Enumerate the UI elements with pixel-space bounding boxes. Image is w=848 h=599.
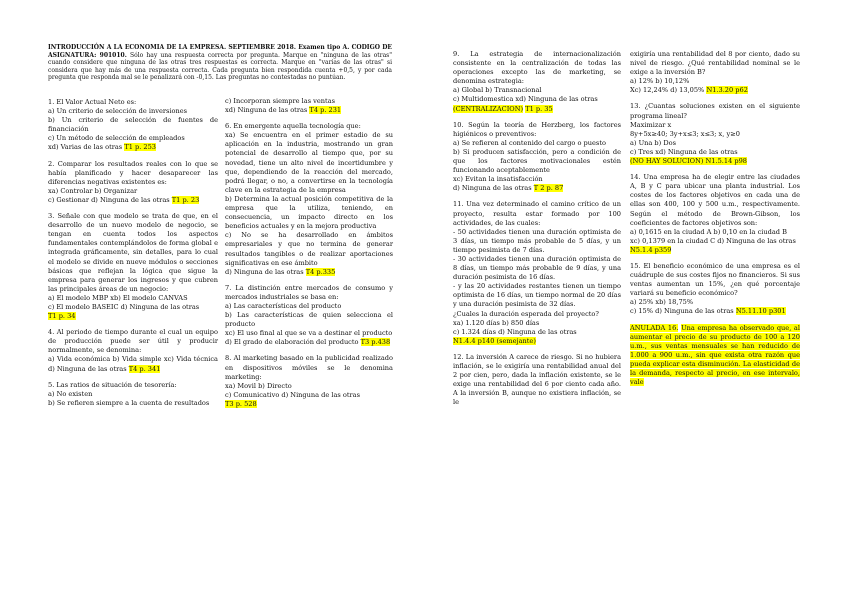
option-ab: xa) Movil b) Directo — [225, 381, 292, 390]
option-ab: xa) 1.120 días b) 850 días — [453, 318, 540, 327]
question-prompt: ¿Cuales la duración esperada del proyecto? — [453, 309, 599, 318]
question-14 — [630, 173, 800, 255]
option-cd: c) Gestionar d) Ninguna de las otras — [48, 195, 170, 204]
question-8 — [225, 354, 393, 409]
option-d: d) El grado de elaboración del producto — [225, 338, 359, 347]
question-5-continued — [225, 97, 393, 115]
option-b: b) Si producen satisfacción, pero a condición de que los factores motivacionales estén funcionando aceptablemente — [453, 147, 621, 175]
option-b: b) Un criterio de selección de fuentes de financiación — [48, 116, 218, 134]
option-c: c) Incorporan siempre las ventas — [225, 97, 336, 105]
activity-line-2: - 30 actividades tienen una duración optimista de 8 días, un tiempo más probable de 9 días, y una duración pesimista de 16 días. — [453, 254, 621, 282]
option-ab: a) 25% xb) 18,75% — [630, 298, 694, 307]
question-11 — [453, 200, 621, 346]
reference-highlight: N5.11.10 p301 — [735, 307, 786, 316]
question-4 — [48, 328, 218, 373]
question-3 — [48, 212, 218, 321]
question-stem: 12. La inversión A carece de riesgo. Si no hubiera inflación, se le exigiría una rentabilidad anual del 2 por cien, pero, dada la inflación existente, se le exige una rentabilidad del 6 por ciento cada año. A la inversión B, aunque no existiera inflación, se le — [453, 352, 621, 407]
option-a: a) No existen — [48, 389, 93, 398]
option-cd: c) Comunicativo d) Ninguna de las otras — [225, 390, 360, 399]
question-13 — [630, 102, 800, 166]
question-9 — [453, 50, 621, 114]
question-stem: 11. Una vez determinado el camino crítico de un proyecto, resulta estar formado por 100 actividades, de las cuales: — [453, 200, 621, 227]
option-d: d) Ninguna de las otras — [453, 184, 532, 193]
question-10 — [453, 121, 621, 194]
column-3 — [453, 50, 621, 414]
option-a: xa) Se encuentra en el primer estadio de su aplicación en la industria, mostrando un gran potencial de desarrollo al tiempo que, por su novedad, tiene un alto nivel de incertidumbre y que, dependiendo de la reacción del mercado, podrá llegar, o no, a convertirse en la tecnología clave en la estrategia de la empresa — [225, 131, 393, 194]
question-12-continued — [630, 50, 800, 95]
option-a: a) Las características del producto — [225, 301, 342, 310]
option-c: xc) El uso final al que se va a destinar el producto — [225, 329, 393, 338]
option-c: xc) Evitan la insatisfacción — [453, 175, 543, 184]
option-b: b) Se refieren siempre a la cuenta de resultados — [48, 398, 210, 407]
question-7 — [225, 284, 393, 348]
option-a: a) Se refieren al contenido del cargo o puesto — [453, 138, 606, 147]
question-stem: 15. El beneficio económico de una empresa es el cuádruple de sus costes fijos no financieros. Si sus ventas aumentan un 15%, ¿en qué porcentaje variará su beneficio económico? — [630, 261, 800, 298]
option-ab: a) 12% b) 10,12% — [630, 77, 690, 86]
option-c: c) Un método de selección de empleados — [48, 134, 185, 143]
question-stem: Una empresa ha observado que, al aumentar el precio de su producto de 100 a 120 u.m., sus ventas mensuales se han reducido de 1.000 a 900 u.m., sin que exista otra razón que pueda explicar esta disminución. La elasticidad de la demanda, respecto al precio, en ese intervalo, vale — [630, 323, 800, 387]
question-stem: 5. Las ratios de situación de tesorería: — [48, 380, 177, 389]
option-b: b) Las características de quien selecciona el producto — [225, 311, 393, 329]
option-cd: c) El modelo BASEIC d) Ninguna de las otras — [48, 302, 200, 311]
question-12 — [453, 353, 621, 408]
objective-line: Maximizar x — [630, 120, 672, 129]
option-b: b) Determina la actual posición competitiva de la empresa que la utiliza, teniendo, en consecuencia, un impacto directo en los beneficios actuales y en la mejora productiva — [225, 194, 393, 231]
reference-highlight: T4 p. 341 — [128, 364, 161, 373]
option-cd: Xc) 12,24% d) 13,05% — [630, 86, 705, 95]
option-cd: c) 15% d) Ninguna de las otras — [630, 307, 734, 316]
question-stem: 4. Al periodo de tiempo durante el cual un equipo de producción puede ser útil y producir normalmente, se denomina: — [48, 328, 218, 355]
column-4 — [630, 50, 800, 394]
question-stem: 1. El Valor Actual Neto es: — [48, 98, 137, 106]
option-ab: xa) Controlar b) Organizar — [48, 186, 138, 195]
option-a: a) Un criterio de selección de inversiones — [48, 107, 188, 116]
question-2 — [48, 160, 218, 205]
option-list: a) Vida económica b) Vida simple xc) Vida técnica d) Ninguna de las otras — [48, 355, 218, 373]
question-stem: exigiría una rentabilidad del 8 por ciento, dado su nivel de riesgo. ¿Qué rentabilidad nominal se le exige a la inversión B? — [630, 50, 800, 77]
option-cd: c) 1.324 días d) Ninguna de las otras — [453, 327, 577, 336]
reference-highlight: T1 p. 253 — [124, 143, 156, 152]
question-stem: 7. La distinción entre mercados de consumo y mercados industriales se basa en: — [225, 283, 393, 301]
reference-highlight: T4 p.335 — [305, 267, 336, 276]
column-2 — [225, 97, 393, 416]
column-1 — [48, 98, 218, 415]
reference-highlight: T3 p.438 — [360, 338, 391, 347]
reference-highlight: T4 p. 231 — [309, 106, 342, 115]
reference-highlight: (CENTRALIZACION) — [453, 104, 524, 113]
reference-highlight: T1 p. 23 — [171, 195, 200, 204]
question-5 — [48, 381, 218, 408]
exam-header — [48, 44, 392, 82]
question-16 — [630, 324, 800, 388]
question-stem: 10. Según la teoría de Herzberg, los factores higiénicos o preventivos: — [453, 120, 621, 138]
reference-highlight: T1 p. 34 — [48, 312, 76, 321]
question-1 — [48, 98, 218, 153]
option-cd: c) Multidomestica xd) Ninguna de las otras — [453, 95, 598, 104]
activity-line-3: - y las 20 actividades restantes tienen un tiempo optimista de 16 días, un tiempo normal de 20 días y una duración pesimista de 32 días. — [453, 282, 621, 309]
question-stem: 6. En emergente aquella tecnología que: — [225, 122, 361, 131]
question-6 — [225, 122, 393, 277]
question-stem: 9. La estrategia de internacionalización consistente en la centralización de todas las operaciones excepto las de marketing, se denomina estrategia: — [453, 50, 621, 86]
question-stem: 13. ¿Cuantas soluciones existen en el siguiente programa lineal? — [630, 102, 800, 120]
question-stem: 3. Señale con que modelo se trata de que, en el desarrollo de un nuevo modelo de negocio, se tengan en cuenta todos los aspectos fundamentales contemplándolos de forma global e integrada gráficamente, sin detalles, para lo cual el modelo se divide en nueve módulos o secciones básicas que reflejan la lógica que sigue la empresa para generar los ingresos y que cubren las principales áreas de un negocio: — [48, 212, 218, 293]
option-ab: a) El modelo MBP xb) El modelo CANVAS — [48, 293, 188, 302]
reference-highlight: N5.1.4 p359 — [630, 245, 672, 254]
reference-highlight: T3 p. 528 — [225, 399, 257, 408]
question-stem: 2. Comparar los resultados reales con lo que se había planificado y hacer desaparecer las diferencias negativas existentes es: — [48, 159, 218, 186]
reference-highlight: N1.4.4 p140 (semejante) — [453, 336, 536, 345]
option-d: xd) Ninguna de las otras — [225, 106, 308, 115]
question-stem: 8. Al marketing basado en la publicidad realizado en dispositivos móviles se le denomina marketing: — [225, 354, 393, 381]
reference-highlight: T1 p. 35 — [525, 104, 553, 113]
option-ab: a) 0,1615 en la ciudad A b) 0,10 en la ciudad B — [630, 227, 787, 236]
reference-highlight: N1.3.20 p62 — [706, 86, 748, 95]
option-ab: a) Global b) Transnacional — [453, 86, 542, 95]
reference-highlight: (NO HAY SOLUCION) N1.5.14 p98 — [630, 157, 747, 166]
reference-highlight: T 2 p. 87 — [533, 184, 564, 193]
constraints-line: 8y+5x≥40; 3y+x≤3; x≤3; x, y≥0 — [630, 129, 740, 138]
exam-title: INTRODUCCIÓN A LA ECONOMIA DE LA EMPRESA. SEPTIEMBRE 2018. Examen tipo A. CODIGO DE ASIGNATURA: 901010. — [48, 44, 392, 59]
option-ab: a) Una b) Dos — [630, 138, 676, 147]
option-cd: xc) 0,1379 en la ciudad C d) Ninguna de las otras — [630, 236, 796, 245]
exam-instructions: Sólo hay una respuesta correcta por pregunta. Marque en "ninguna de las otras" cuando considere que ninguna de las otras tres respuestas es correcta. Marque en "varias de las otras" si considera que hay más de una respuesta correcta. Cada pregunta bien respondida cuenta +0,5, y por cada pregunta que responda mal se le penalizará con -0,15. Las preguntas no contestadas no puntúan. — [48, 51, 392, 82]
annulled-tag: ANULADA 16. — [630, 323, 679, 332]
option-cd: c) Tres xd) Ninguna de las otras — [630, 147, 738, 156]
activity-line-1: - 50 actividades tienen una duración optimista de 3 días, un tiempo más probable de 5 días, y un tiempo pesimista de 7 días. — [453, 227, 621, 254]
option-c: c) No se ha desarrollado en ámbitos empresariales y que no termina de generar resultados tangibles o de realizar aportaciones significativas en ese ámbito — [225, 231, 393, 267]
question-stem: 14. Una empresa ha de elegir entre las ciudades A, B y C para ubicar una planta industrial. Los costes de los factores objetivos en cada una de ellas son 400, 100 y 500 u.m., respectivamente. Según el método de Brown-Gibson, los coeficientes de factores objetivos son: — [630, 173, 800, 227]
question-15 — [630, 262, 800, 317]
option-d: d) Ninguna de las otras — [225, 267, 304, 276]
option-d: xd) Varias de las otras — [48, 143, 123, 152]
